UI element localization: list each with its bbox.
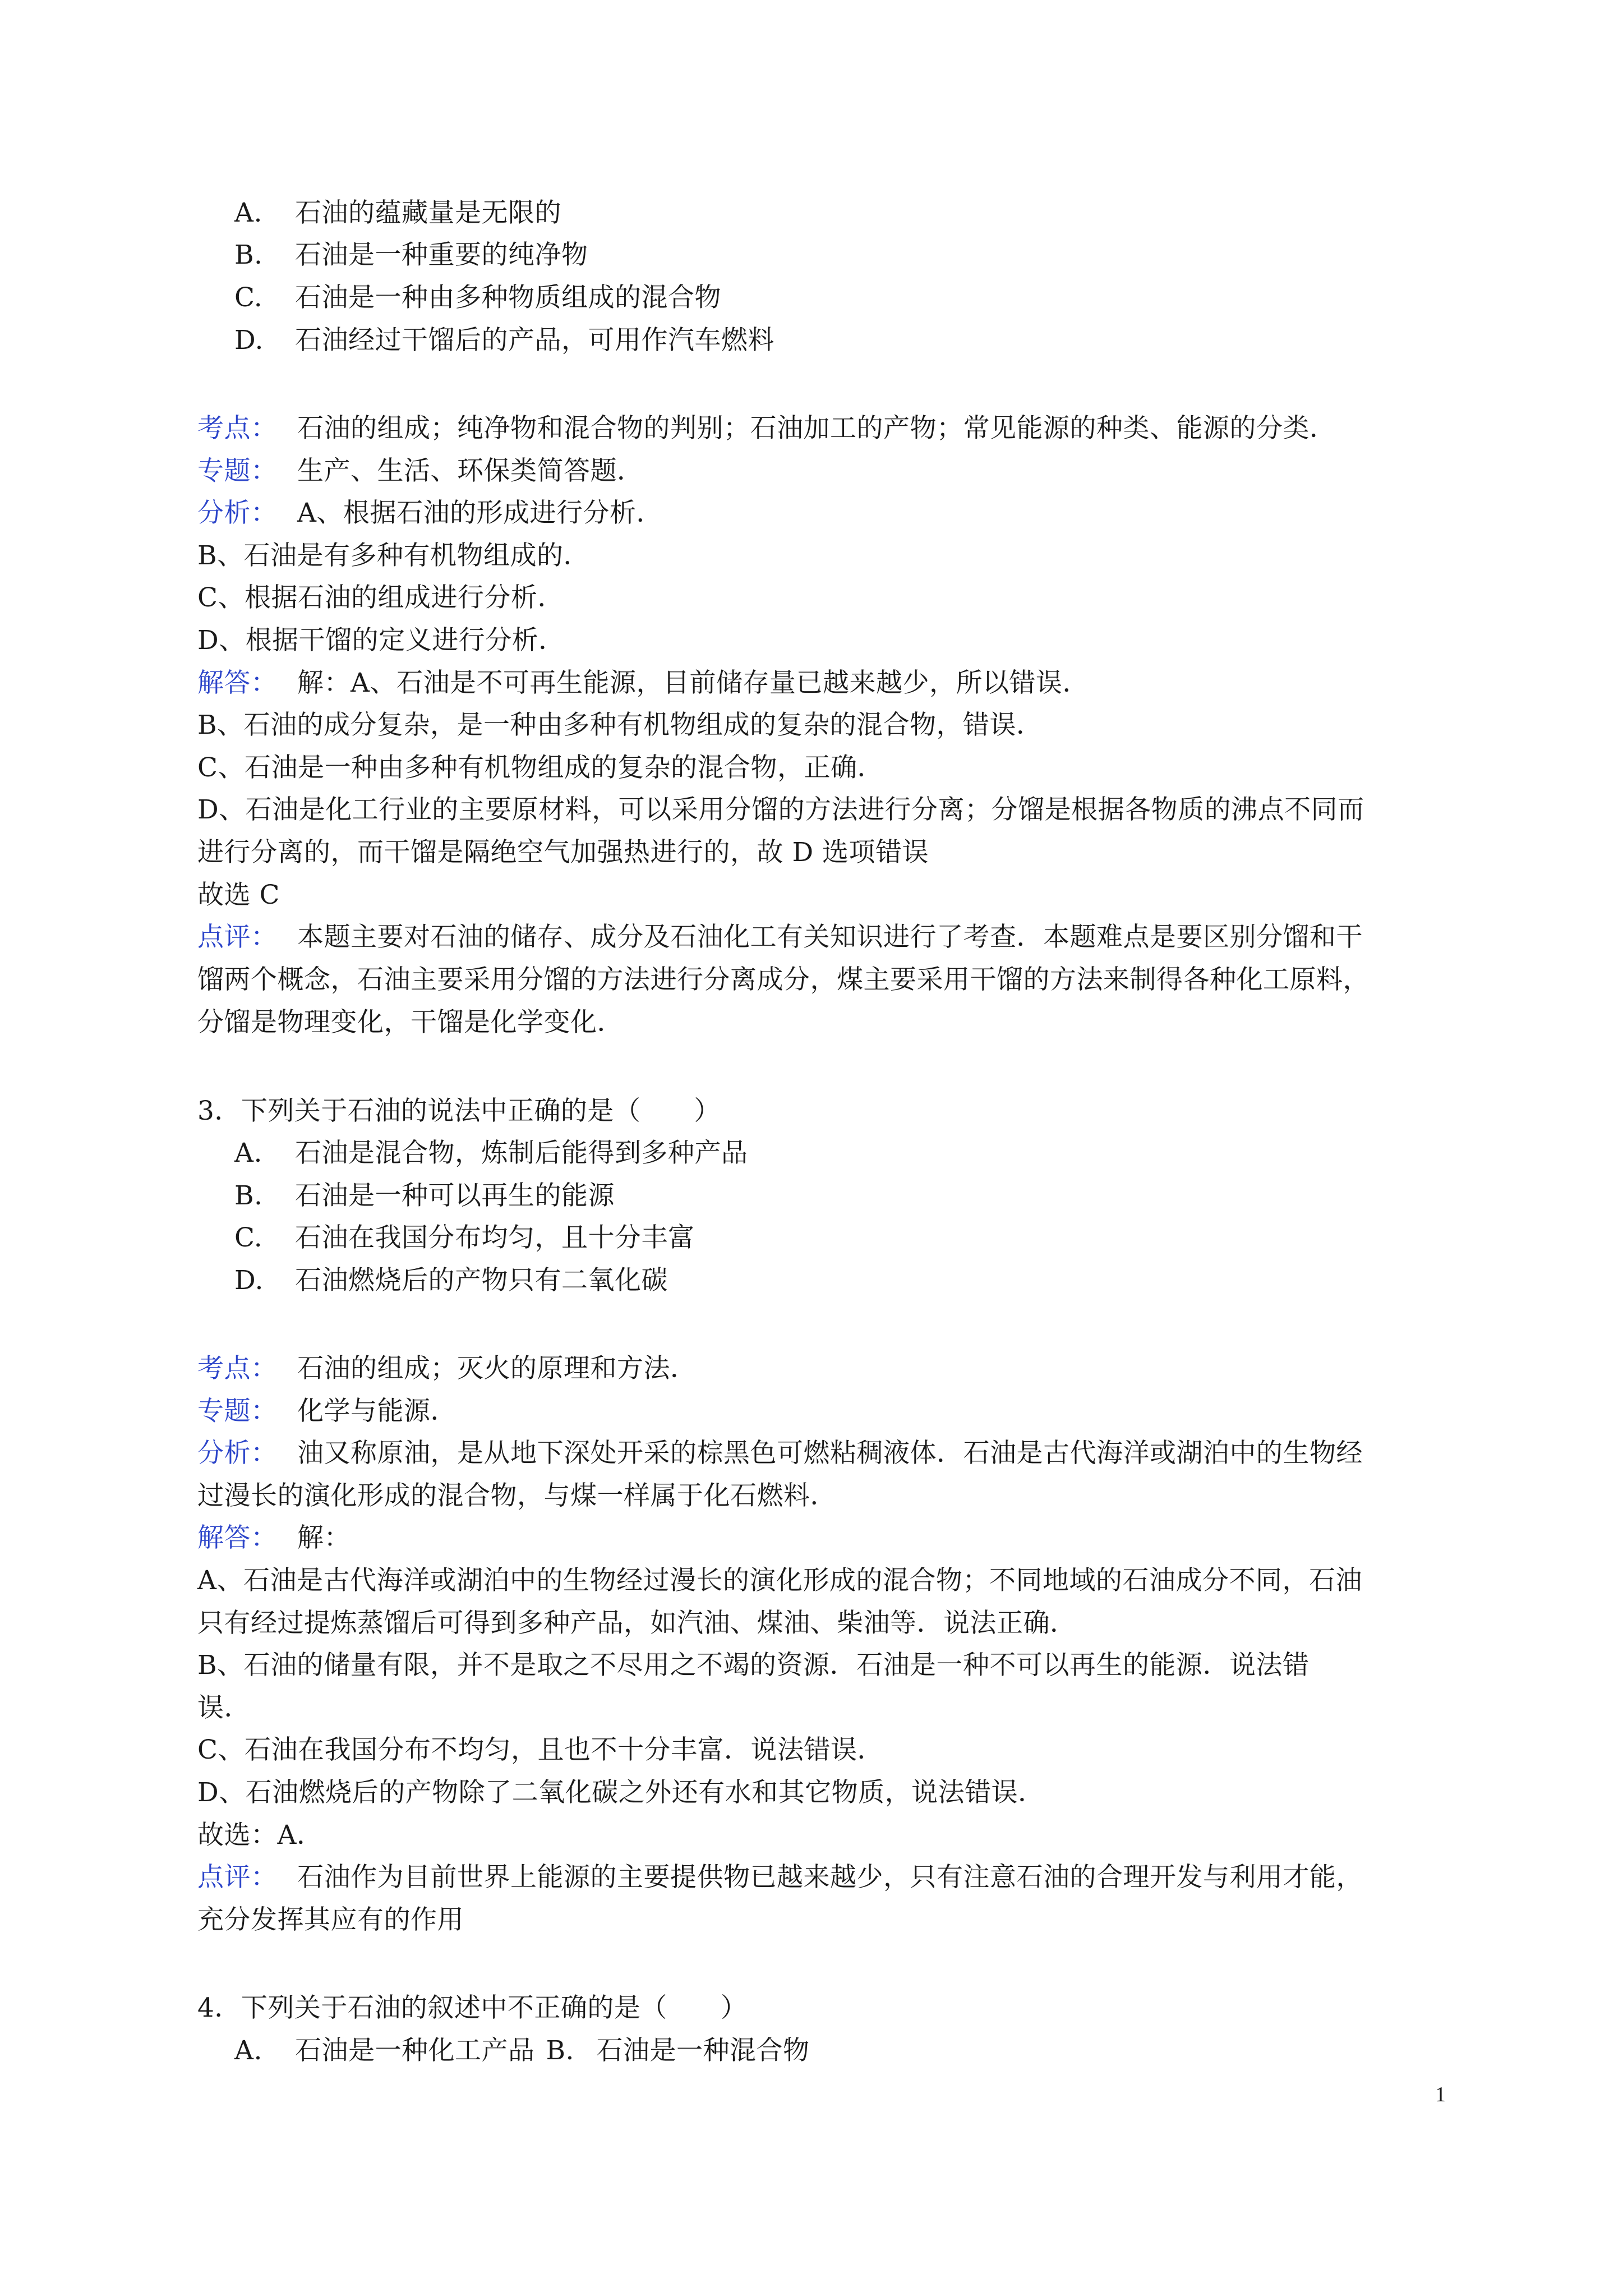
- fenxi-text: A、根据石油的形成进行分析．: [297, 498, 663, 528]
- q2-fenxi-line: C、根据石油的组成进行分析．: [197, 582, 564, 613]
- option-letter: C.: [234, 1222, 263, 1253]
- q3-jieda-line: 只有经过提炼蒸馏后可得到多种产品，如汽油、煤油、柴油等．说法正确．: [197, 1608, 1077, 1639]
- q2-jieda-line: B、石油的成分复杂，是一种由多种有机物组成的复杂的混合物，错误．: [197, 710, 1043, 740]
- q2-fenxi-line: B、石油是有多种有机物组成的．: [197, 540, 591, 571]
- jieda-label: 解答：: [197, 1522, 278, 1553]
- option-text: 石油是一种可以再生的能源: [295, 1180, 615, 1211]
- q2-jieda-line: D、石油是化工行业的主要原材料，可以采用分馏的方法进行分离；分馏是根据各物质的沸点不同而: [197, 794, 1364, 825]
- option-text: 石油是一种化工产品: [295, 2035, 535, 2066]
- q3-jieda-line: C、石油在我国分布不均匀，且也不十分丰富．说法错误．: [197, 1734, 884, 1765]
- option-text: 石油是一种重要的纯净物: [295, 240, 588, 270]
- option-letter: B.: [234, 1180, 263, 1211]
- q2-fenxi-line: D、根据干馏的定义进行分析．: [197, 625, 565, 656]
- q2-option-c: [234, 281, 721, 315]
- q3-option-c: [234, 1221, 695, 1255]
- q3-jieda-line: 误．: [197, 1692, 251, 1723]
- q3-option-d: [234, 1264, 668, 1297]
- zhuanti-text: 生产、生活、环保类简答题．: [297, 455, 644, 486]
- jieda-text: 解：: [297, 1522, 351, 1553]
- q3-dianping-line: 充分发挥其应有的作用: [197, 1904, 464, 1935]
- q2-fenxi: [197, 496, 663, 530]
- q3-fenxi-line: 过漫长的演化形成的混合物，与煤一样属于化石燃料．: [197, 1480, 837, 1511]
- q3-question: 3．下列关于石油的说法中正确的是（ ）: [197, 1096, 721, 1126]
- q2-option-d: [234, 324, 774, 357]
- option-text: 石油是混合物，炼制后能得到多种产品: [295, 1138, 748, 1168]
- q3-kaodian: [197, 1352, 697, 1386]
- fenxi-label: 分析：: [197, 498, 278, 528]
- option-letter: A.: [234, 2035, 262, 2066]
- kaodian-text: 石油的组成；灭火的原理和方法．: [297, 1353, 697, 1384]
- dianping-text: 本题主要对石油的储存、成分及石油化工有关知识进行了考查．本题难点是要区别分馏和干: [297, 922, 1363, 953]
- q3-fenxi: [197, 1437, 1363, 1470]
- q3-jieda: [197, 1521, 351, 1555]
- q3-zhuanti: [197, 1395, 457, 1428]
- q2-dianping-line: 馏两个概念，石油主要采用分馏的方法进行分离成分，煤主要采用干馏的方法来制得各种化工原料，: [197, 964, 1370, 995]
- jieda-label: 解答：: [197, 668, 278, 698]
- q2-dianping-line: 分馏是物理变化，干馏是化学变化．: [197, 1007, 624, 1038]
- q3-jieda-line: B、石油的储量有限，并不是取之不尽用之不竭的资源．石油是一种不可以再生的能源．说法错: [197, 1650, 1310, 1681]
- option-text: 石油是一种混合物: [596, 2035, 810, 2066]
- q3-option-b: [234, 1179, 615, 1213]
- q3-jieda-line: D、石油燃烧后的产物除了二氧化碳之外还有水和其它物质，说法错误．: [197, 1777, 1045, 1808]
- zhuanti-text: 化学与能源．: [297, 1396, 457, 1427]
- option-text: 石油经过干馏后的产品，可用作汽车燃料: [295, 325, 774, 356]
- q4-options-row: [234, 2034, 810, 2068]
- q2-kaodian: [197, 412, 1336, 445]
- q2-dianping: [197, 921, 1363, 954]
- option-text: 石油的蕴藏量是无限的: [295, 197, 561, 228]
- option-letter: B.: [546, 2035, 574, 2066]
- jieda-text: 解：A、石油是不可再生能源，目前储存量已越来越少，所以错误．: [297, 668, 1089, 698]
- option-text: 石油是一种由多种物质组成的混合物: [295, 282, 721, 313]
- dianping-label: 点评：: [197, 922, 278, 953]
- option-letter: D.: [234, 1265, 264, 1296]
- q3-dianping: [197, 1861, 1363, 1894]
- option-text: 石油在我国分布均匀，且十分丰富: [295, 1222, 695, 1253]
- q2-option-b: [234, 238, 588, 272]
- q3-jieda-line: 故选：A．: [197, 1820, 324, 1851]
- kaodian-text: 石油的组成；纯净物和混合物的判别；石油加工的产物；常见能源的种类、能源的分类．: [297, 413, 1336, 444]
- option-letter: A.: [234, 1138, 262, 1168]
- zhuanti-label: 专题：: [197, 455, 278, 486]
- option-letter: A.: [234, 197, 262, 228]
- dianping-text: 石油作为目前世界上能源的主要提供物已越来越少，只有注意石油的合理开发与利用才能，: [297, 1862, 1363, 1893]
- q4-question: 4．下列关于石油的叙述中不正确的是（ ）: [197, 1993, 748, 2023]
- q3-jieda-line: A、石油是古代海洋或湖泊中的生物经过漫长的演化形成的混合物；不同地域的石油成分不同，石油: [197, 1565, 1362, 1596]
- kaodian-label: 考点：: [197, 413, 278, 444]
- q3-option-a: [234, 1137, 748, 1170]
- option-letter: B.: [234, 240, 263, 270]
- kaodian-label: 考点：: [197, 1353, 278, 1384]
- q2-jieda-line: 进行分离的，而干馏是隔绝空气加强热进行的，故 D 选项错误: [197, 837, 929, 868]
- option-letter: D.: [234, 325, 264, 356]
- option-text: 石油燃烧后的产物只有二氧化碳: [295, 1265, 668, 1296]
- page-number: 1: [1435, 2083, 1446, 2106]
- q2-jieda: [197, 666, 1089, 700]
- q2-jieda-line: C、石油是一种由多种有机物组成的复杂的混合物，正确．: [197, 752, 884, 783]
- q2-option-a: [234, 196, 561, 230]
- fenxi-text: 油又称原油，是从地下深处开采的棕黑色可燃粘稠液体．石油是古代海洋或湖泊中的生物经: [297, 1438, 1363, 1469]
- fenxi-label: 分析：: [197, 1438, 278, 1469]
- zhuanti-label: 专题：: [197, 1396, 278, 1427]
- q2-zhuanti: [197, 454, 644, 488]
- dianping-label: 点评：: [197, 1862, 278, 1893]
- q2-jieda-line: 故选 C: [197, 880, 280, 910]
- option-letter: C.: [234, 282, 263, 313]
